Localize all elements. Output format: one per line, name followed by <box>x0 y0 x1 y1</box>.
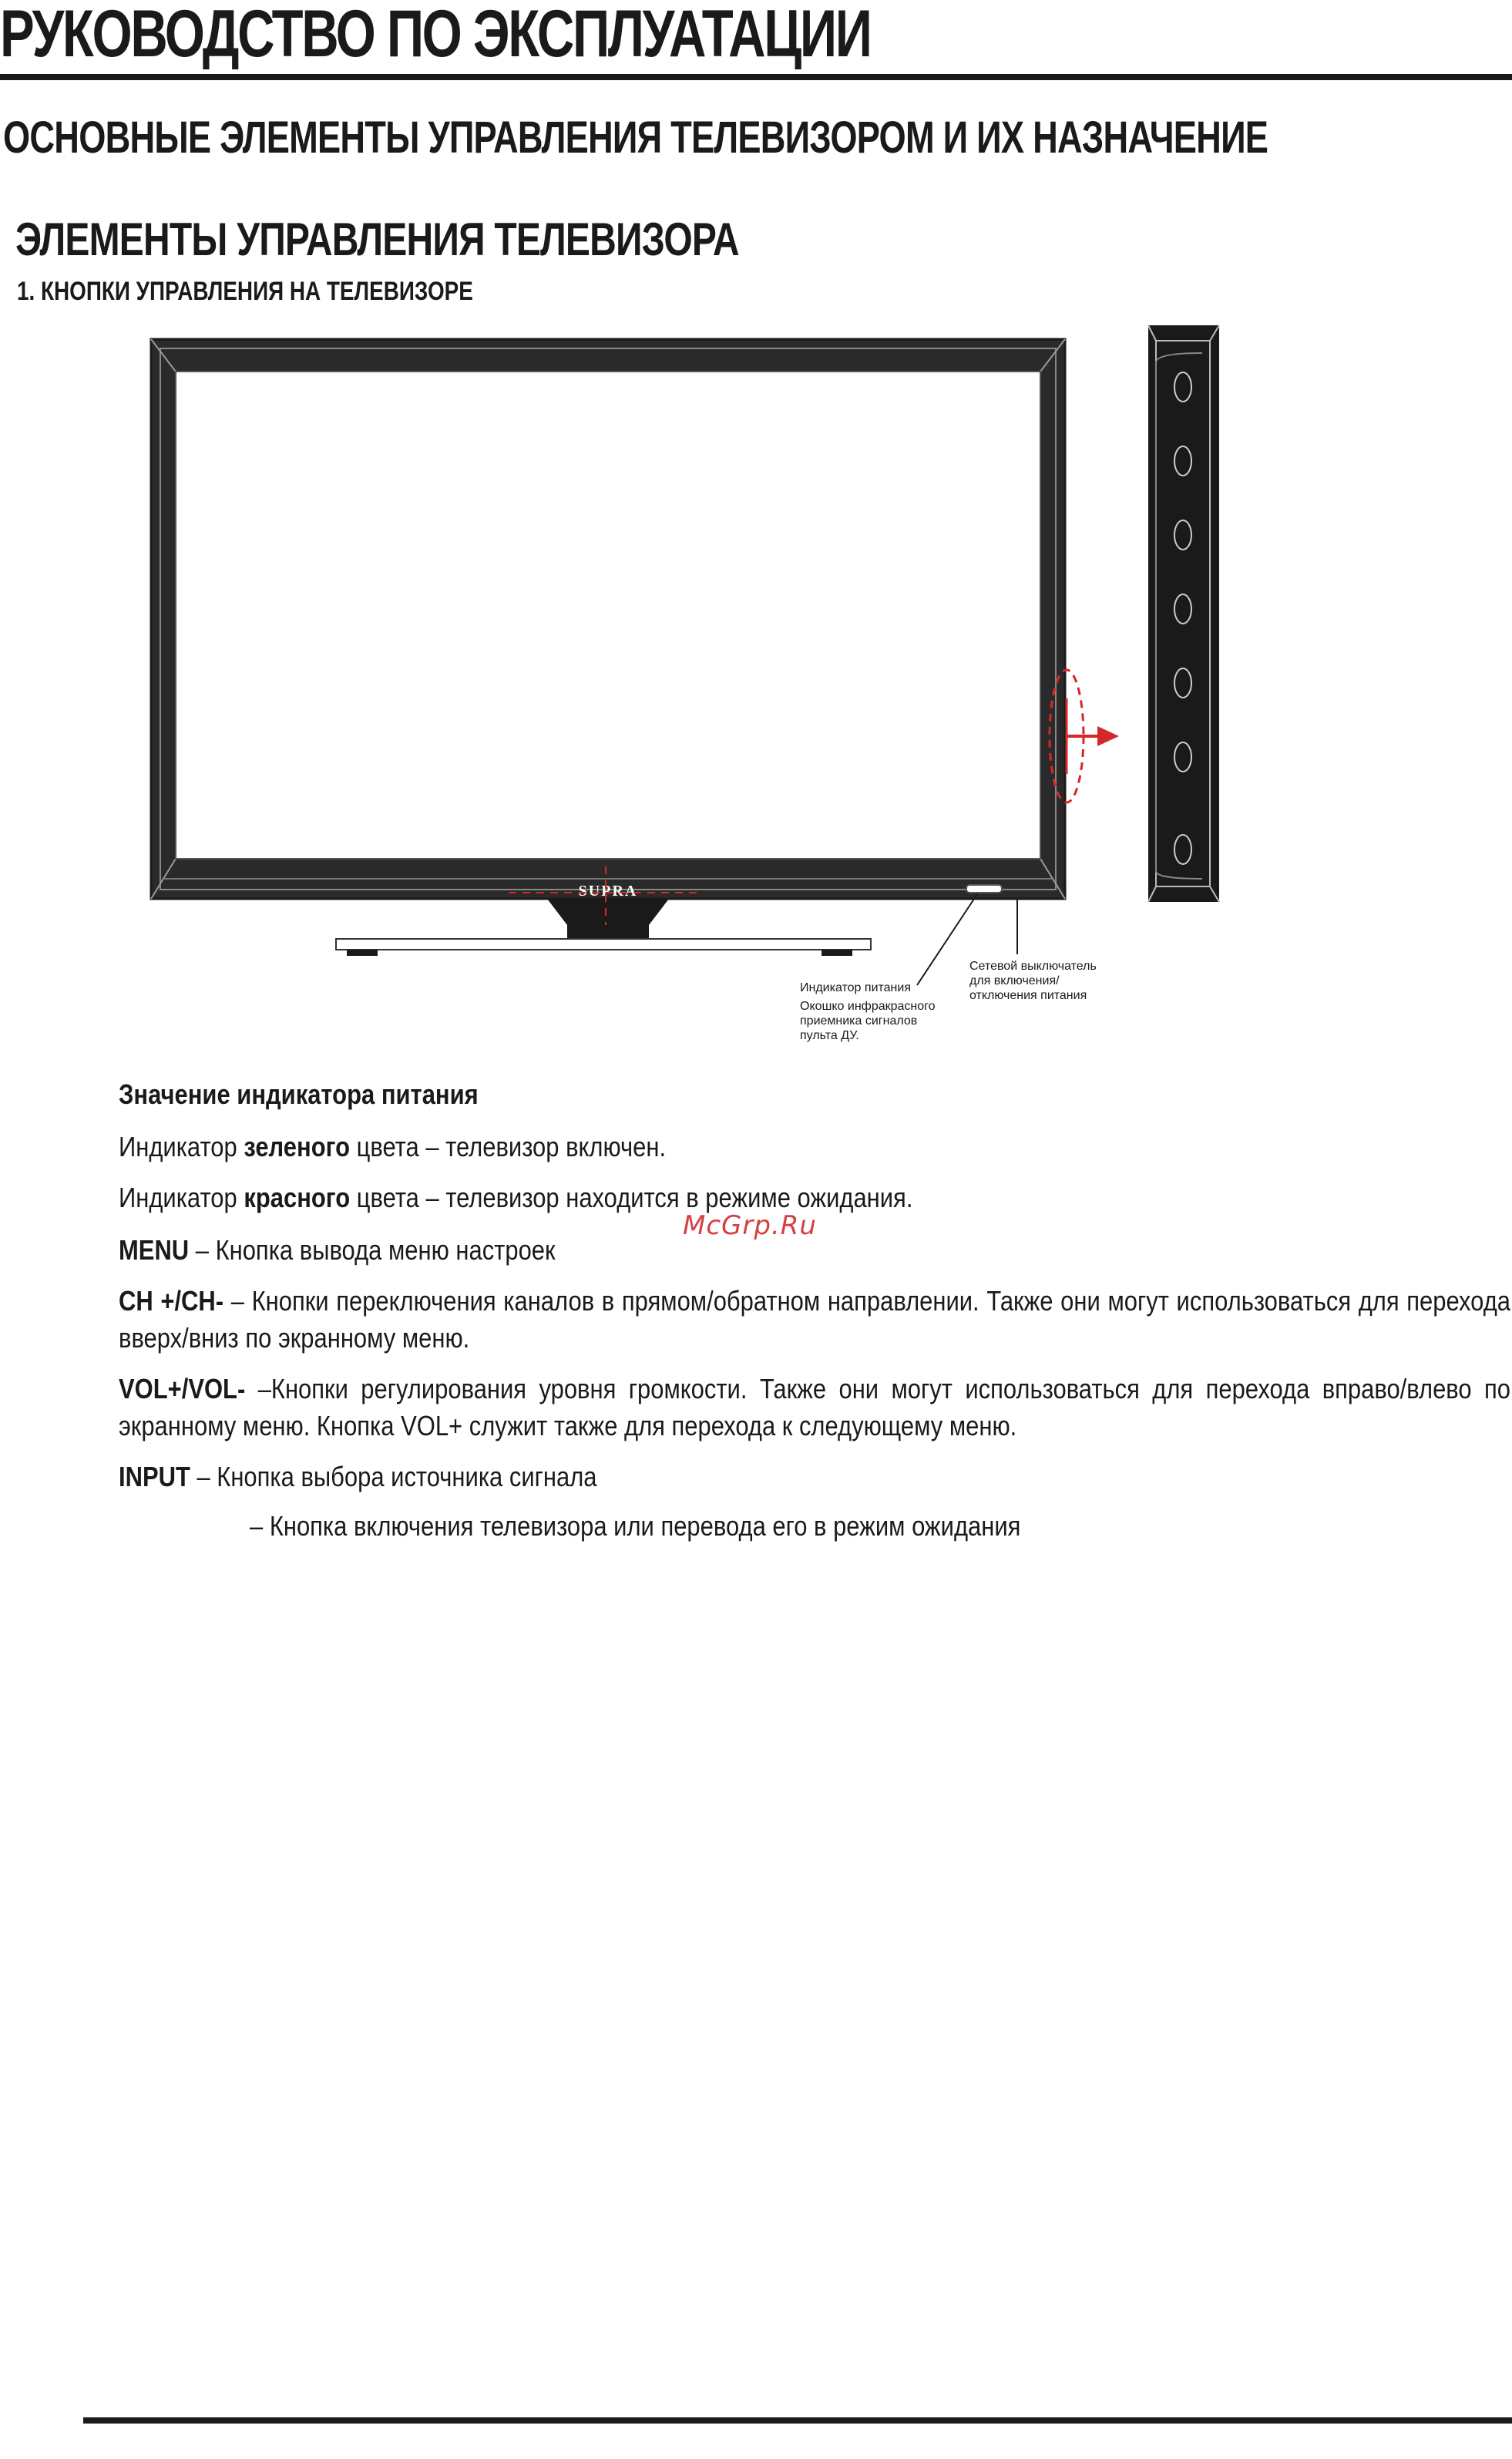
section-title: ОСНОВНЫЕ ЭЛЕМЕНТЫ УПРАВЛЕНИЯ ТЕЛЕВИЗОРОМ И ИХ НАЗНАЧЕНИЕ <box>3 113 1268 163</box>
indicator-heading: Значение индикатора питания <box>119 1078 479 1110</box>
watermark: McGrp.Ru <box>683 1210 817 1241</box>
power-indicator-window <box>966 885 1002 893</box>
callout-ir-window <box>800 999 936 1043</box>
power-description: – Кнопка включения телевизора или перевода его в режим ожидания <box>250 1510 1021 1542</box>
tv-screen <box>176 372 1040 859</box>
ch-description: CH +/CH- – Кнопки переключения каналов в прямом/обратном направлении. Также они могут использоваться для перехода вверх/вниз по экранному меню. <box>119 1285 1510 1354</box>
tv-front-view <box>151 339 1065 956</box>
callout-ir-line-3: пульта ДУ. <box>800 1029 859 1042</box>
callout-power-switch <box>969 959 1097 1003</box>
callout-ir-line-1: Окошко инфракрасного <box>800 1000 936 1013</box>
subsection-heading: 1. КНОПКИ УПРАВЛЕНИЯ НА ТЕЛЕВИЗОРЕ <box>17 277 473 306</box>
footer-rule <box>83 2417 1512 2424</box>
indicator-green-line: Индикатор зеленого цвета – телевизор включен. <box>119 1131 667 1162</box>
input-description: INPUT – Кнопка выбора источника сигнала <box>119 1461 597 1492</box>
indicator-red-line: Индикатор красного цвета – телевизор находится в режиме ожидания. <box>119 1182 913 1213</box>
document-title: РУКОВОДСТВО ПО ЭКСПЛУАТАЦИИ <box>0 0 871 71</box>
callout-switch-line-3: отключения питания <box>969 989 1087 1002</box>
callout-ir-line-2: приемника сигналов <box>800 1014 918 1028</box>
menu-description: MENU – Кнопка вывода меню настроек <box>119 1234 556 1266</box>
brand-logo: SUPRA <box>578 883 638 900</box>
power-indicator-leader <box>917 894 977 985</box>
callout-switch-line-1: Сетевой выключатель <box>969 960 1097 973</box>
subsection-title: ЭЛЕМЕНТЫ УПРАВЛЕНИЯ ТЕЛЕВИЗОРА <box>15 214 739 265</box>
tv-side-panel <box>1148 325 1219 902</box>
callout-switch-line-2: для включения/ <box>969 974 1060 987</box>
tv-stand-base <box>336 939 871 950</box>
callout-power-indicator: Индикатор питания <box>800 981 911 994</box>
vol-description: VOL+/VOL- –Кнопки регулирования уровня громкости. Также они могут использоваться для перехода вправо/влево по экранному меню. Кнопка VOL+ служит также для перехода к следующему меню. <box>119 1373 1510 1441</box>
tv-diagram <box>0 0 1512 1079</box>
